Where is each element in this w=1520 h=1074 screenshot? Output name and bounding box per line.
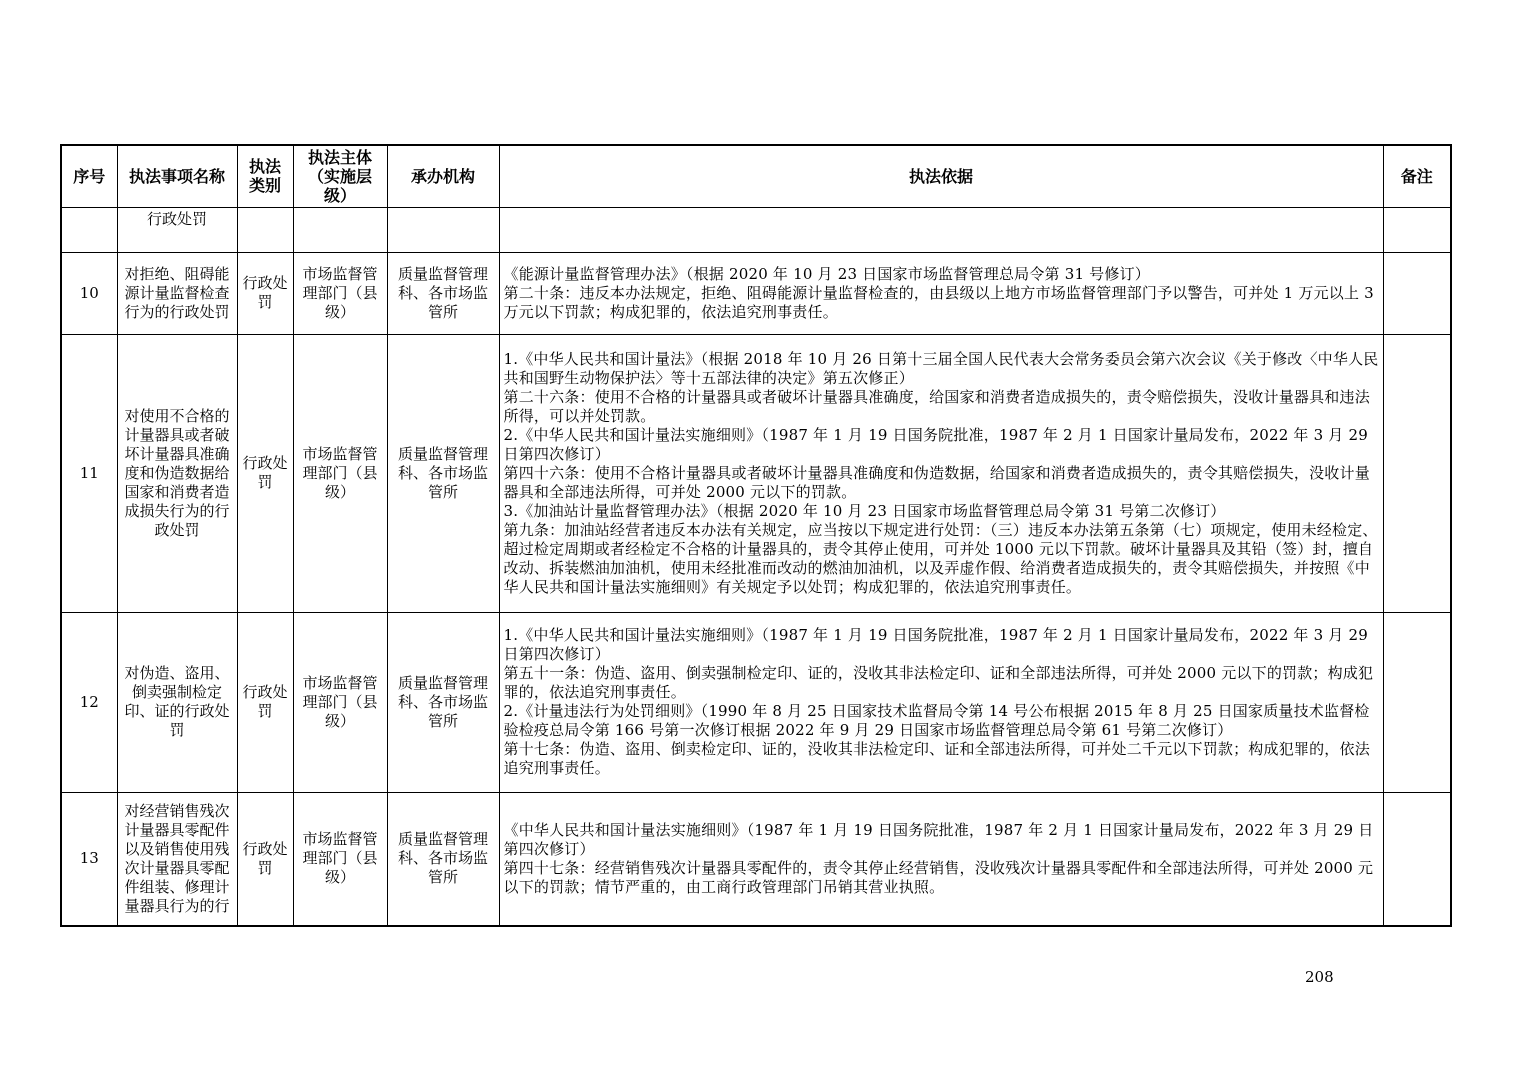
row-category: 行政处罚 — [237, 612, 293, 792]
continuation-item: 行政处罚 — [117, 207, 237, 252]
header-org: 承办机构 — [387, 145, 499, 207]
row-note — [1383, 612, 1451, 792]
table-row — [61, 792, 1451, 926]
basis-line: 第九条：加油站经营者违反本办法有关规定，应当按以下规定进行处罚：（三）违反本办法第五条第（七）项规定，使用未经检定、超过检定周期或者经检定不合格的计量器具的，责令其停止使用，可并处 1000 元以下罚款。破坏计量器具及其铅（签）封，擅自改动、拆装燃油加油机，使用未经批准而改动的燃油加油机，以及弄虚作假、给消费者造成损失的，责令其赔偿损失，并按照《中华人民共和国计量法实施细则》有关规定予以处罚；构成犯罪的，依法追究刑事责任。 — [503, 520, 1378, 596]
row-item: 对拒绝、阻碍能源计量监督检查行为的行政处罚 — [117, 252, 237, 334]
row-category: 行政处罚 — [237, 792, 293, 926]
basis-line: 2.《中华人民共和国计量法实施细则》（1987 年 1 月 19 日国务院批准，1987 年 2 月 1 日国家计量局发布，2022 年 3 月 29 日第四次修订） — [503, 425, 1368, 463]
row-item: 对经营销售残次计量器具零配件以及销售使用残次计量器具零配件组装、修理计量器具行为的行 — [117, 792, 237, 926]
row-category: 行政处罚 — [237, 252, 293, 334]
basis-line: 3.《加油站计量监督管理办法》（根据 2020 年 10 月 23 日国家市场监督管理总局令第 31 号第二次修订） — [503, 501, 1226, 520]
basis-line: 《能源计量监督管理办法》（根据 2020 年 10 月 23 日国家市场监督管理总局令第 31 号修订） — [503, 264, 1150, 283]
row-item: 对使用不合格的计量器具或者破坏计量器具准确度和伪造数据给国家和消费者造成损失行为的行政处罚 — [117, 334, 237, 612]
basis-line: 第四十七条：经营销售残次计量器具零配件的，责令其停止经营销售，没收残次计量器具零配件和全部违法所得，可并处 2000 元以下的罚款；情节严重的，由工商行政管理部门吊销其营业执照。 — [503, 858, 1374, 896]
header-row — [61, 145, 1451, 207]
basis-line: 1.《中华人民共和国计量法实施细则》（1987 年 1 月 19 日国务院批准，1987 年 2 月 1 日国家计量局发布，2022 年 3 月 29 日第四次修订） — [503, 626, 1368, 663]
header-category: 执法类别 — [237, 145, 293, 207]
row-note — [1383, 792, 1451, 926]
basis-line: 第二十六条：使用不合格的计量器具或者破坏计量器具准确度，给国家和消费者造成损失的，责令赔偿损失，没收计量器具和违法所得，可以并处罚款。 — [503, 387, 1370, 425]
row-basis — [499, 792, 1383, 926]
row-note — [1383, 252, 1451, 334]
row-org: 质量监督管理科、各市场监管所 — [387, 612, 499, 792]
row-seq: 10 — [61, 252, 117, 334]
row-seq: 13 — [61, 792, 117, 926]
basis-line: 2.《计量违法行为处罚细则》（1990 年 8 月 25 日国家技术监督局令第 14 号公布根据 2015 年 8 月 25 日国家质量技术监督检验检疫总局令第 166 号第一次修订根据 2022 年 9 月 29 日国家市场监督管理总局令第 61 号第二次修订） — [503, 702, 1370, 739]
row-item: 对伪造、盗用、倒卖强制检定印、证的行政处罚 — [117, 612, 237, 792]
basis-line: 第十七条：伪造、盗用、倒卖检定印、证的，没收其非法检定印、证和全部违法所得，可并处二千元以下罚款；构成犯罪的，依法追究刑事责任。 — [503, 740, 1370, 777]
header-basis: 执法依据 — [499, 145, 1383, 207]
basis-line: 第四十六条：使用不合格计量器具或者破坏计量器具准确度和伪造数据，给国家和消费者造成损失的，责令其赔偿损失，没收计量器具和全部违法所得，可并处 2000 元以下的罚款。 — [503, 463, 1370, 501]
row-org: 质量监督管理科、各市场监管所 — [387, 252, 499, 334]
header-seq: 序号 — [61, 145, 117, 207]
row-seq: 12 — [61, 612, 117, 792]
table-row — [61, 252, 1451, 334]
row-org: 质量监督管理科、各市场监管所 — [387, 792, 499, 926]
continuation-row — [61, 207, 1451, 252]
header-note: 备注 — [1383, 145, 1451, 207]
header-subject: 执法主体（实施层级） — [293, 145, 387, 207]
header-item: 执法事项名称 — [117, 145, 237, 207]
row-subject: 市场监督管理部门（县级） — [293, 612, 387, 792]
row-basis — [499, 612, 1383, 792]
row-org: 质量监督管理科、各市场监管所 — [387, 334, 499, 612]
row-subject: 市场监督管理部门（县级） — [293, 792, 387, 926]
row-subject: 市场监督管理部门（县级） — [293, 334, 387, 612]
table-row — [61, 334, 1451, 612]
basis-line: 第二十条：违反本办法规定，拒绝、阻碍能源计量监督检查的，由县级以上地方市场监督管理部门予以警告，可并处 1 万元以上 3 万元以下罚款；构成犯罪的，依法追究刑事责任。 — [503, 283, 1374, 321]
basis-line: 1.《中华人民共和国计量法》（根据 2018 年 10 月 26 日第十三届全国人民代表大会常务委员会第六次会议《关于修改〈中华人民共和国野生动物保护法〉等十五部法律的决定》第五次修正） — [503, 349, 1379, 387]
row-seq: 11 — [61, 334, 117, 612]
page-number: 208 — [1305, 968, 1334, 986]
basis-line: 第五十一条：伪造、盗用、倒卖强制检定印、证的，没收其非法检定印、证和全部违法所得，可并处 2000 元以下的罚款；构成犯罪的，依法追究刑事责任。 — [503, 664, 1374, 701]
row-subject: 市场监督管理部门（县级） — [293, 252, 387, 334]
row-basis — [499, 334, 1383, 612]
table-row — [61, 612, 1451, 792]
row-note — [1383, 334, 1451, 612]
enforcement-table — [60, 144, 1452, 927]
row-basis — [499, 252, 1383, 334]
row-category: 行政处罚 — [237, 334, 293, 612]
basis-line: 《中华人民共和国计量法实施细则》（1987 年 1 月 19 日国务院批准，1987 年 2 月 1 日国家计量局发布，2022 年 3 月 29 日第四次修订） — [503, 820, 1374, 858]
